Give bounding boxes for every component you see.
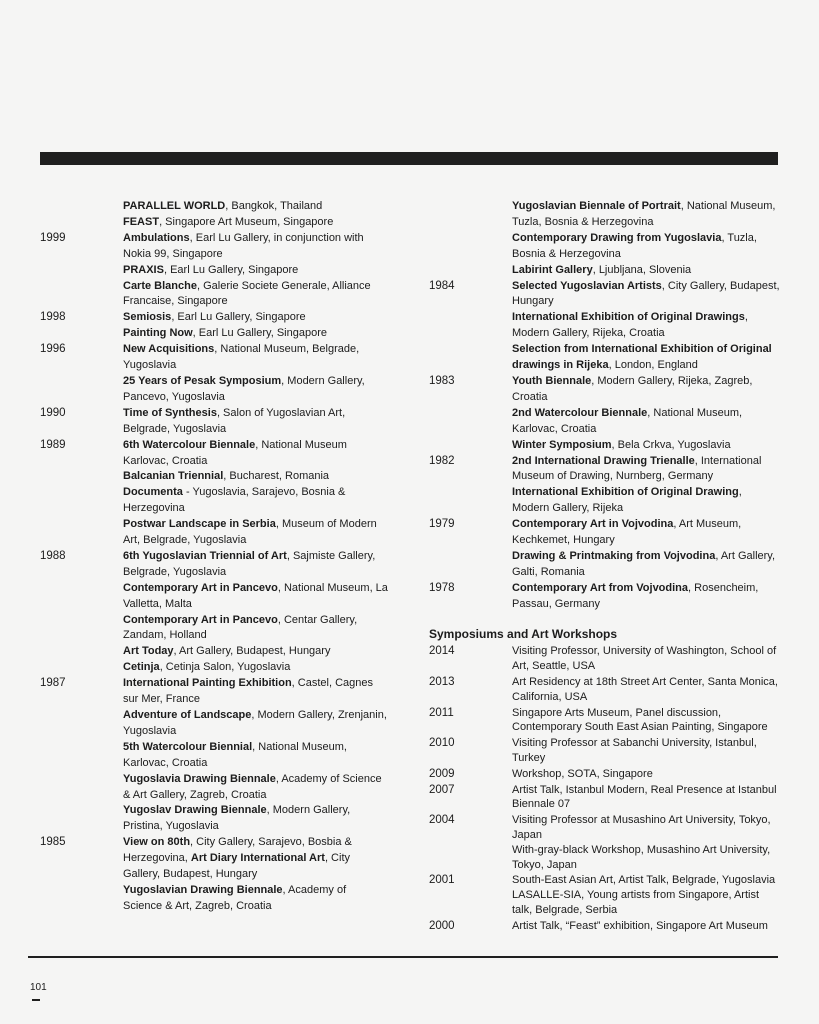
exhibition-details: , Academy of Science & Art Gallery, Zagreb, Croatia	[123, 772, 382, 801]
exhibition-entry	[123, 485, 388, 517]
symposium-line: With-gray-black Workshop, Musashino Art University, Tokyo, Japan	[512, 843, 771, 871]
exhibitions-column-right	[429, 199, 781, 934]
exhibition-year: 1996	[40, 343, 66, 356]
symposium-entry	[429, 873, 781, 917]
exhibition-entry	[123, 549, 388, 581]
exhibition-year: 1989	[40, 438, 66, 451]
exhibition-year-group	[40, 549, 388, 676]
symposium-details	[512, 767, 781, 782]
exhibition-details: , Museum of Modern Art, Belgrade, Yugoslavia	[123, 518, 377, 547]
symposium-entry	[429, 919, 781, 934]
exhibition-title: PARALLEL WORLD	[123, 200, 226, 212]
exhibition-title: View on 80th	[123, 836, 191, 849]
exhibition-year: 1985	[40, 836, 66, 849]
symposium-line: Artist Talk, Istanbul Modern, Real Presence at Istanbul Biennale 07	[512, 783, 777, 811]
exhibition-title: Labirint Gallery	[512, 263, 593, 276]
exhibition-title: PRAXIS	[123, 263, 164, 276]
symposium-year: 2009	[429, 767, 455, 780]
exhibition-year: 1999	[40, 231, 66, 244]
exhibition-year-items	[123, 406, 388, 438]
exhibition-details: , Art Gallery, Budapest, Hungary	[173, 645, 331, 658]
exhibition-details: , Singapore Art Museum, Singapore	[159, 215, 334, 228]
exhibition-entry	[123, 740, 388, 772]
exhibition-details: , Modern Gallery, Pristina, Yugoslavia	[123, 804, 351, 833]
exhibition-details: , Academy of Science & Art, Zagreb, Croatia	[123, 883, 347, 912]
exhibition-year-group	[40, 406, 388, 438]
exhibition-year-group	[429, 517, 781, 581]
symposium-entry	[429, 706, 781, 736]
symposium-year: 2013	[429, 676, 455, 689]
exhibition-year: 1984	[429, 279, 455, 292]
exhibition-details: , National Museum, Karlovac, Croatia	[512, 406, 743, 435]
exhibition-year-group	[429, 454, 781, 518]
exhibition-entry	[123, 644, 388, 660]
exhibition-title: 2nd International Drawing Trienalle	[512, 454, 695, 467]
exhibition-details: , Bangkok, Thailand	[225, 200, 323, 212]
exhibition-details: , Bela Crkva, Yugoslavia	[611, 438, 731, 451]
exhibition-details: , National Museum, Karlovac, Croatia	[123, 740, 347, 769]
exhibition-entry	[512, 406, 781, 438]
exhibition-title: Painting Now	[123, 327, 193, 340]
exhibition-title: Contemporary Drawing from Yugoslavia	[512, 231, 722, 244]
symposium-line: LASALLE-SIA, Young artists from Singapore, Artist talk, Belgrade, Serbia	[512, 889, 760, 917]
symposium-year: 2007	[429, 783, 455, 796]
symposium-year: 2001	[429, 874, 455, 887]
exhibition-entry	[123, 676, 388, 708]
exhibition-year: 1978	[429, 581, 455, 594]
exhibition-year-group	[40, 342, 388, 406]
symposium-details	[512, 675, 781, 705]
symposium-entry	[429, 675, 781, 705]
exhibition-entry	[123, 279, 388, 311]
exhibition-year-items	[512, 517, 781, 581]
exhibition-details: , London, England	[608, 359, 698, 372]
symposium-line: Artist Talk, “Feast” exhibition, Singapore Art Museum	[512, 919, 768, 932]
exhibition-year-group	[40, 835, 388, 915]
exhibition-entry	[512, 199, 781, 231]
exhibition-details: , Earl Lu Gallery, in conjunction with Nokia 99, Singapore	[123, 231, 364, 260]
exhibition-entry	[123, 835, 388, 883]
exhibition-details: , Art Museum, Kechkemet, Hungary	[512, 518, 742, 547]
symposium-line: Workshop, SOTA, Singapore	[512, 767, 653, 780]
exhibition-year-items	[123, 835, 388, 915]
exhibition-year: 1987	[40, 677, 66, 690]
exhibition-title: Yugoslav Drawing Biennale	[123, 804, 267, 817]
exhibition-title: Selection from International Exhibition of Original drawings in Rijeka	[512, 343, 772, 372]
exhibition-title: Carte Blanche	[123, 279, 197, 292]
symposiums-section	[429, 627, 781, 934]
exhibition-year-group	[40, 231, 388, 311]
symposium-line: Singapore Arts Museum, Panel discussion, Contemporary South East Asian Painting, Singapore	[512, 706, 768, 734]
exhibition-details: , Rosencheim, Passau, Germany	[512, 581, 759, 610]
exhibition-entry	[512, 485, 781, 517]
symposium-year: 2010	[429, 737, 455, 750]
exhibition-year-items	[512, 199, 781, 279]
exhibition-year: 1979	[429, 518, 455, 531]
exhibition-details: , Tuzla, Bosnia & Herzegovina	[512, 231, 757, 260]
exhibition-details: , National Museum, La Valletta, Malta	[123, 581, 388, 610]
exhibition-year-items	[123, 310, 388, 342]
exhibition-entry	[123, 199, 388, 215]
exhibition-title: Selected Yugoslavian Artists	[512, 279, 662, 292]
exhibition-entry	[512, 231, 781, 263]
exhibition-entry	[123, 310, 388, 326]
symposium-line: Visiting Professor, University of Washington, School of Art, Seattle, USA	[512, 645, 777, 673]
exhibition-year-items	[123, 199, 388, 231]
exhibition-year-group	[40, 199, 388, 231]
exhibition-entry	[512, 438, 781, 454]
exhibition-year: 1988	[40, 549, 66, 562]
exhibition-details: , Art Gallery, Galti, Romania	[512, 549, 776, 578]
symposium-details	[512, 919, 781, 934]
exhibition-title: Youth Biennale	[512, 374, 592, 387]
exhibition-title: Contemporary Art in Pancevo	[123, 581, 278, 594]
symposium-year: 2011	[429, 706, 454, 719]
symposium-details	[512, 736, 781, 766]
page-number: 101	[30, 982, 47, 993]
symposium-entry	[429, 767, 781, 782]
exhibition-title: Yugoslavia Drawing Biennale	[123, 772, 276, 785]
exhibition-entry	[512, 517, 781, 549]
symposium-line: South-East Asian Art, Artist Talk, Belgrade, Yugoslavia	[512, 874, 776, 887]
symposium-year: 2000	[429, 919, 455, 932]
symposium-line: Art Residency at 18th Street Art Center, Santa Monica, California, USA	[512, 676, 778, 703]
exhibition-entry	[123, 231, 388, 263]
exhibition-details: , National Museum, Belgrade, Yugoslavia	[123, 343, 360, 372]
exhibition-title: New Acquisitions	[123, 343, 215, 356]
exhibition-details: , Sajmiste Gallery, Belgrade, Yugoslavia	[123, 549, 376, 578]
symposium-details	[512, 783, 781, 813]
exhibition-details: , National Museum, Tuzla, Bosnia & Herzegovina	[512, 200, 776, 228]
exhibition-entry	[123, 803, 388, 835]
exhibition-year-items	[123, 231, 388, 311]
exhibition-details: , Modern Gallery, Zrenjanin, Yugoslavia	[123, 709, 387, 737]
exhibition-title: 2nd Watercolour Biennale	[512, 406, 648, 419]
exhibition-title: Cetinja	[123, 661, 160, 674]
exhibition-entry	[512, 549, 781, 581]
exhibition-title: FEAST	[123, 215, 160, 228]
exhibition-details: , Earl Lu Gallery, Singapore	[192, 327, 327, 340]
exhibition-details: , Bucharest, Romania	[223, 470, 330, 483]
exhibition-title: International Exhibition of Original Drawings	[512, 311, 745, 324]
exhibition-year: 1998	[40, 311, 66, 324]
exhibition-year-group	[429, 374, 781, 454]
exhibition-year-items	[512, 454, 781, 518]
exhibition-year-items	[123, 549, 388, 676]
exhibition-year-items	[512, 581, 781, 613]
exhibition-title: Contemporary Art in Pancevo	[123, 613, 278, 626]
exhibition-year-group	[429, 581, 781, 613]
exhibition-entry	[123, 613, 388, 645]
exhibition-details: , City Gallery, Budapest, Hungary	[512, 279, 780, 308]
exhibition-title: 6th Watercolour Biennale	[123, 438, 256, 451]
exhibition-year-items	[512, 374, 781, 454]
symposium-details	[512, 813, 781, 872]
symposiums-list	[429, 644, 781, 933]
exhibition-entry	[123, 215, 388, 231]
exhibition-title: Contemporary Art in Vojvodina	[512, 518, 674, 531]
exhibition-title: Adventure of Landscape	[123, 709, 252, 721]
exhibition-title: Yugoslavian Biennale of Portrait	[512, 200, 681, 212]
exhibition-title: International Painting Exhibition	[123, 677, 292, 690]
symposium-details	[512, 706, 781, 736]
exhibition-details: , Centar Gallery, Zandam, Holland	[123, 613, 358, 642]
exhibition-entry	[123, 469, 388, 485]
symposium-line: Visiting Professor at Musashino Art University, Tokyo, Japan	[512, 814, 771, 842]
exhibition-details: , Salon of Yugoslavian Art, Belgrade, Yugoslavia	[123, 406, 346, 435]
exhibition-title: Balcanian Triennial	[123, 470, 224, 483]
exhibition-entry	[123, 883, 388, 915]
exhibition-entry	[123, 263, 388, 279]
exhibition-title: Drawing & Printmaking from Vojvodina	[512, 549, 716, 562]
exhibition-year-group	[429, 199, 781, 279]
exhibition-entry	[123, 772, 388, 804]
exhibition-entry	[123, 342, 388, 374]
exhibition-entry	[512, 263, 781, 279]
exhibition-entry	[512, 374, 781, 406]
exhibition-entry	[123, 517, 388, 549]
exhibition-details: , Galerie Societe Generale, Alliance Francaise, Singapore	[123, 279, 371, 308]
exhibition-details: , Modern Gallery, Rijeka, Zagreb, Croatia	[512, 374, 753, 403]
symposium-year: 2014	[429, 645, 455, 658]
exhibition-year-group	[40, 310, 388, 342]
exhibition-details: , Earl Lu Gallery, Singapore	[171, 311, 306, 324]
symposium-entry	[429, 813, 781, 872]
symposium-line: Visiting Professor at Sabanchi University, Istanbul, Turkey	[512, 737, 757, 765]
symposium-details	[512, 644, 781, 674]
exhibition-title: Art Diary International Art	[190, 852, 325, 865]
exhibition-details: , National Museum Karlovac, Croatia	[123, 438, 347, 467]
exhibition-title: Documenta	[123, 486, 183, 499]
exhibition-year-group	[40, 676, 388, 835]
exhibition-details: - Yugoslavia, Sarajevo, Bosnia & Herzegovina	[123, 486, 346, 515]
exhibition-year: 1982	[429, 454, 455, 467]
exhibition-year-items	[123, 676, 388, 835]
footer-rule	[28, 956, 778, 958]
exhibition-year: 1990	[40, 406, 66, 419]
exhibition-title: International Exhibition of Original Drawing	[512, 486, 739, 499]
symposium-entry	[429, 736, 781, 766]
exhibition-details: , Ljubljana, Slovenia	[592, 263, 692, 276]
symposiums-heading: Symposiums and Art Workshops	[429, 626, 618, 641]
exhibition-year-group	[429, 279, 781, 374]
exhibition-title: Semiosis	[123, 311, 172, 324]
page-number-mark	[32, 999, 40, 1001]
exhibition-details: , Modern Gallery, Rijeka	[512, 486, 742, 515]
exhibition-details: , International Museum of Drawing, Nurnberg, Germany	[512, 454, 762, 483]
exhibition-entry	[123, 708, 388, 740]
exhibition-title: Time of Synthesis	[123, 406, 217, 419]
header-bar	[40, 152, 778, 165]
exhibition-details: , Earl Lu Gallery, Singapore	[163, 263, 299, 276]
exhibition-details: , City Gallery, Budapest, Hungary	[123, 852, 350, 881]
exhibition-year-items	[123, 342, 388, 406]
exhibition-entry	[123, 374, 388, 406]
exhibition-title: Art Today	[123, 645, 174, 658]
symposium-entry	[429, 783, 781, 813]
exhibition-entry	[123, 660, 388, 676]
exhibition-year-items	[123, 438, 388, 549]
exhibition-title: Winter Symposium	[512, 438, 612, 451]
exhibition-year: 1983	[429, 374, 455, 387]
exhibition-details: , City Gallery, Sarajevo, Bosbia & Herzegovina,	[123, 836, 352, 865]
exhibitions-column-left	[40, 199, 388, 915]
exhibition-title: 6th Yugoslavian Triennial of Art	[123, 549, 287, 562]
exhibition-details: , Castel, Cagnes sur Mer, France	[123, 677, 373, 706]
symposium-year: 2004	[429, 814, 455, 827]
exhibition-details: , Cetinja Salon, Yugoslavia	[159, 661, 291, 674]
exhibition-entry	[512, 310, 781, 342]
exhibition-title: Contemporary Art from Vojvodina	[512, 581, 689, 594]
exhibition-title: Yugoslavian Drawing Biennale	[123, 883, 283, 896]
exhibition-year-group	[40, 438, 388, 549]
exhibition-entry	[512, 279, 781, 311]
exhibition-details: , Modern Gallery, Pancevo, Yugoslavia	[123, 374, 365, 403]
exhibition-entry	[123, 406, 388, 438]
exhibition-details: , Modern Gallery, Rijeka, Croatia	[512, 311, 748, 340]
exhibition-entry	[123, 581, 388, 613]
exhibition-title: Ambulations	[123, 231, 190, 244]
exhibition-title: 5th Watercolour Biennial	[123, 740, 253, 753]
exhibition-entry	[123, 438, 388, 470]
exhibitions-list-right	[429, 199, 781, 613]
exhibition-entry	[512, 342, 781, 374]
symposium-details	[512, 873, 781, 917]
exhibition-title: 25 Years of Pesak Symposium	[123, 374, 282, 387]
exhibition-entry	[512, 581, 781, 613]
exhibition-year-items	[512, 279, 781, 374]
exhibition-entry	[123, 326, 388, 342]
exhibition-entry	[512, 454, 781, 486]
exhibition-title: Postwar Landscape in Serbia	[123, 518, 276, 531]
symposium-entry	[429, 644, 781, 674]
